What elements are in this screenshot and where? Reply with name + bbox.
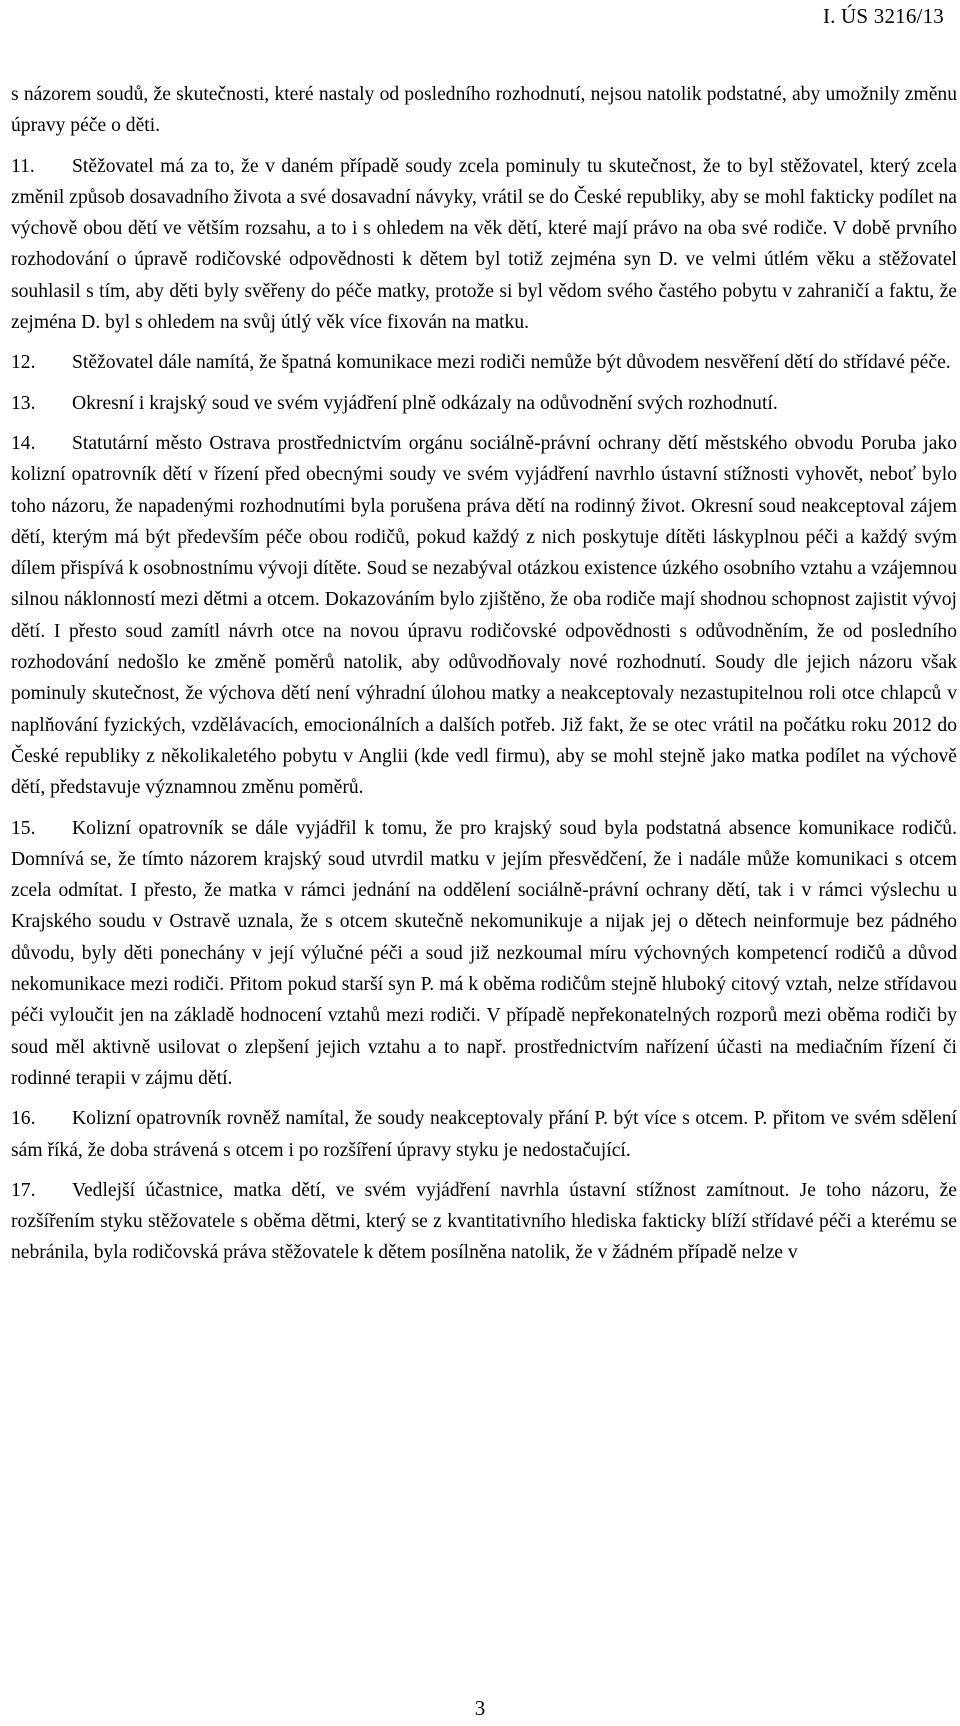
paragraph-11 <box>11 151 957 339</box>
paragraph-13 <box>11 388 957 419</box>
paragraph-14 <box>11 428 957 804</box>
document-body <box>11 79 957 1269</box>
paragraph-17 <box>11 1175 957 1269</box>
paragraph-12 <box>11 347 957 378</box>
paragraph-text: Vedlejší účastnice, matka dětí, ve svém vyjádření navrhla ústavní stížnost zamítnout. Je toho názoru, že rozšířením styku stěžovatele s oběma dětmi, který se z kvantitativního hlediska fakticky blíží střídavé péči a kterému se nebránila, byla rodičovská práva stěžovatele k dětem posílněna natolik, že v žádném případě nelze v <box>11 1179 957 1264</box>
paragraph-15 <box>11 813 957 1095</box>
paragraph-16 <box>11 1103 957 1166</box>
paragraph-text: Stěžovatel dále namítá, že špatná komunikace mezi rodiči nemůže být důvodem nesvěření dětí do střídavé péče. <box>72 352 951 374</box>
paragraph-number: 16. <box>11 1108 36 1130</box>
paragraph-number: 17. <box>11 1179 36 1201</box>
paragraph-text: Okresní i krajský soud ve svém vyjádření plně odkázaly na odůvodnění svých rozhodnutí. <box>72 392 778 414</box>
page-number: 3 <box>474 1696 486 1720</box>
paragraph-number: 15. <box>11 817 36 839</box>
paragraph-text: Kolizní opatrovník se dále vyjádřil k tomu, že pro krajský soud byla podstatná absence komunikace rodičů. Domnívá se, že tímto názorem krajský soud utvrdil matku v jejím přesvědčení, že i nadále může komunikaci s otcem zcela odmítat. I přesto, že matka v rámci jednání na oddělení sociálně-právní ochrany dětí, tak i v rámci výslechu u Krajského soudu v Ostravě uznala, že s otcem skutečně nekomunikuje a nijak jej o dětech neinformuje bez pádného důvodu, byly děti ponechány v její výlučné péči a soud již nezkoumal míru výchovných kompetencí rodičů a důvod nekomunikace mezi rodiči. Přitom pokud starší syn P. má k oběma rodičům stejně hluboký citový vztah, nelze střídavou péči vyloučit jen na základě hodnocení vztahů mezi rodiči. V případě nepřekonatelných rozporů mezi oběma rodiči by soud měl aktivně usilovat o zlepšení jejich vztahu a to např. prostřednictvím nařízení účasti na mediačním řízení či rodinné terapii v zájmu dětí. <box>11 817 957 1089</box>
paragraph-number: 14. <box>11 432 36 454</box>
paragraph-text: Stěžovatel má za to, že v daném případě soudy zcela pominuly tu skutečnost, že to byl stěžovatel, který zcela změnil způsob dosavadního života a své dosavadní návyky, vrátil se do České republiky, aby se mohl fakticky podílet na výchově obou dětí ve větším rozsahu, a to i s ohledem na věk dětí, které mají právo na oba své rodiče. V době prvního rozhodování o úpravě rodičovské odpovědnosti k dětem byl totiž zejména syn D. ve velmi útlém věku a stěžovatel souhlasil s tím, aby děti byly svěřeny do péče matky, protože si byl vědom svého častého pobytu v zahraničí a faktu, že zejména D. byl s ohledem na svůj útlý věk více fixován na matku. <box>11 155 957 334</box>
paragraph-number: 12. <box>11 352 36 374</box>
paragraph-continuation <box>11 79 957 142</box>
paragraph-text: Statutární město Ostrava prostřednictvím orgánu sociálně-právní ochrany dětí městského obvodu Poruba jako kolizní opatrovník dětí v řízení před obecnými soudy ve svém vyjádření navrhlo ústavní stížnosti vyhovět, neboť bylo toho názoru, že napadenými rozhodnutími byla porušena práva dětí na rodinný život. Okresní soud neakceptoval zájem dětí, kterým má být především péče obou rodičů, pokud každý z nich poskytuje dítěti láskyplnou péči a každý svým dílem přispívá k osobnostnímu vývoji dítěte. Soud se nezabýval otázkou existence úzkého osobního vztahu a vzájemnou silnou náklonností mezi dětmi a otcem. Dokazováním bylo zjištěno, že oba rodiče mají shodnou schopnost zajistit vývoj dětí. I přesto soud zamítl návrh otce na novou úpravu rodičovské odpovědnosti s odůvodněním, že od posledního rozhodování nedošlo ke změně poměrů natolik, aby odůvodňovaly nové rozhodnutí. Soudy dle jejich názoru však pominuly skutečnost, že výchova dětí není výhradní úlohou matky a neakceptovaly nezastupitelnou roli otce chlapců v naplňování fyzických, vzdělávacích, emocionálních a dalších potřeb. Již fakt, že se otec vrátil na počátku roku 2012 do České republiky z několikaletého pobytu v Anglii (kde vedl firmu), aby se mohl stejně jako matka podílet na výchově dětí, představuje významnou změnu poměrů. <box>11 432 957 799</box>
paragraph-number: 11. <box>11 155 35 177</box>
paragraph-number: 13. <box>11 392 36 414</box>
document-reference: I. ÚS 3216/13 <box>822 4 944 28</box>
paragraph-text: Kolizní opatrovník rovněž namítal, že soudy neakceptovaly přání P. být více s otcem. P. přitom ve svém sdělení sám říká, že doba strávená s otcem i po rozšíření úpravy styku je nedostačující. <box>11 1108 957 1161</box>
paragraph-text: s názorem soudů, že skutečnosti, které nastaly od posledního rozhodnutí, nejsou natolik podstatné, aby umožnily změnu úpravy péče o děti. <box>11 84 957 137</box>
